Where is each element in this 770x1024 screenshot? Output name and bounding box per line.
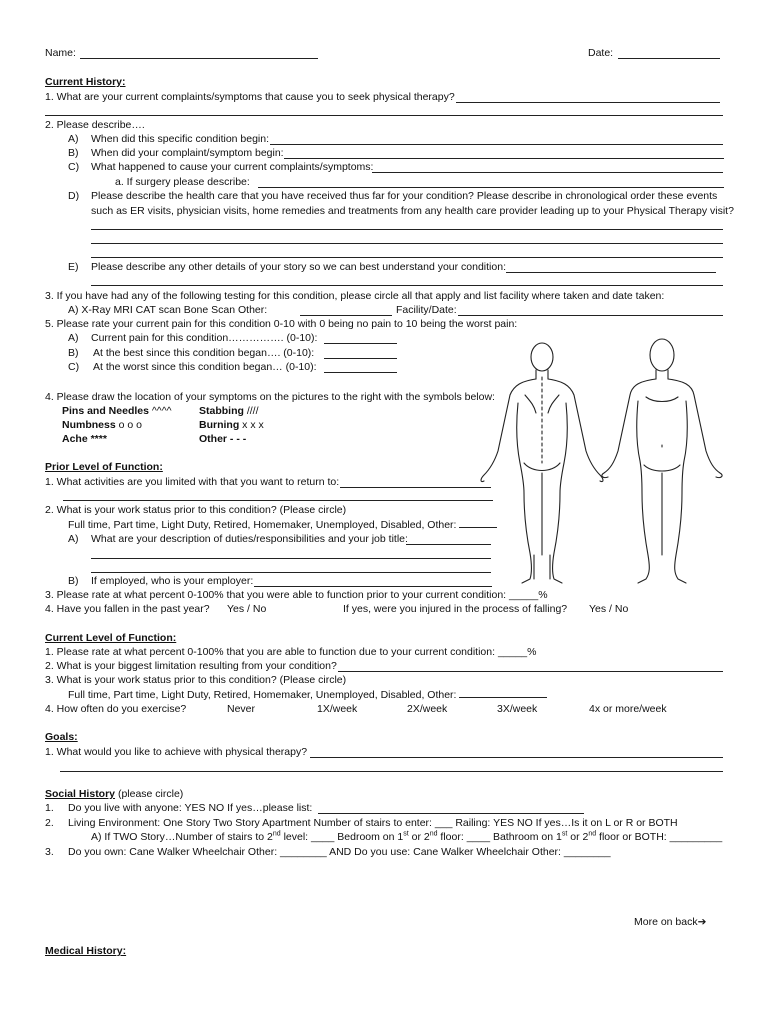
q3a-other-line[interactable] (300, 315, 392, 316)
q5b-letter: B) (68, 347, 79, 359)
exercise-3x-week[interactable]: 3X/week (497, 703, 538, 715)
prior-function-heading: Prior Level of Function: (45, 461, 163, 473)
q5c-answer-line[interactable] (324, 372, 397, 373)
q1-answer-line[interactable] (456, 102, 720, 103)
prior-q2a-letter: A) (68, 533, 79, 545)
q2d-text-1: Please describe the health care that you have received thus far for your condition? Please describe in chronological order these events (91, 190, 718, 202)
q2b-text: When did your complaint/symptom begin: (91, 147, 284, 159)
q2a-letter: A) (68, 133, 79, 145)
current-history-q4: 4. Please draw the location of your symptoms on the pictures to the right with the symbols below: (45, 391, 495, 403)
social-q2: Living Environment: One Story Two Story Apartment Number of stairs to enter: ___ Railing: YES NO If yes…Is it on L or R or BOTH (68, 817, 678, 829)
current-function-heading: Current Level of Function: (45, 632, 177, 644)
symbol-ache: Ache **** (62, 433, 107, 445)
symbol-stabbing: Stabbing //// (199, 405, 259, 417)
current-history-q1: 1. What are your current complaints/symptoms that cause you to seek physical therapy? (45, 91, 455, 103)
prior-function-q4: 4. Have you fallen in the past year? (45, 603, 210, 615)
q3a-facility-label: Facility/Date: (396, 304, 457, 316)
current-history-q3: 3. If you have had any of the following testing for this condition, please circle all that apply and list facility where taken and date taken: (45, 290, 665, 302)
q2d-text-2: such as ER visits, physician visits, home remedies and treatments from any health care provider leading up to your Physical Therapy visit? (91, 205, 734, 217)
q3a-facility-line[interactable] (458, 315, 723, 316)
current-function-q2: 2. What is your biggest limitation resulting from your condition? (45, 660, 337, 672)
q5a-text: Current pain for this condition……………. (0-10): (91, 332, 318, 344)
current-history-q2: 2. Please describe…. (45, 119, 145, 131)
q2d-answer-line-1[interactable] (91, 229, 723, 230)
q2c-answer-line[interactable] (372, 172, 723, 173)
q2d-letter: D) (68, 190, 80, 202)
q2d-answer-line-3[interactable] (91, 257, 723, 258)
prior-function-q3: 3. Please rate at what percent 0-100% that you were able to function prior to your current condition: _____% (45, 589, 548, 601)
q2e-letter: E) (68, 261, 79, 273)
q2d-answer-line-2[interactable] (91, 243, 723, 244)
social-q2-num: 2. (45, 817, 54, 829)
prior-q4-followup-yes-no[interactable]: Yes / No (589, 603, 629, 615)
goals-answer-line-2[interactable] (60, 771, 723, 772)
q2c-letter: C) (68, 161, 80, 173)
prior-q1-answer-line[interactable] (340, 487, 491, 488)
prior-q2a-answer-line-2[interactable] (91, 558, 491, 559)
prior-q2b-answer-line[interactable] (254, 586, 492, 587)
prior-q2-options: Full time, Part time, Light Duty, Retired, Homemaker, Unemployed, Disabled, Other: (68, 518, 497, 532)
social-q3: Do you own: Cane Walker Wheelchair Other: ________ AND Do you use: Cane Walker Wheelchair Other: ________ (68, 846, 611, 858)
q2c-a-text: a. If surgery please describe: (115, 176, 250, 188)
q5b-text: At the best since this condition began…. (0-10): (93, 347, 315, 359)
symbol-burning: Burning x x x (199, 419, 264, 431)
q2a-text: When did this specific condition begin: (91, 133, 270, 145)
symbol-numbness: Numbness o o o (62, 419, 142, 431)
goals-q1: 1. What would you like to achieve with physical therapy? (45, 746, 308, 758)
social-q2a: A) If TWO Story…Number of stairs to 2nd level: ____ Bedroom on 1st or 2nd floor: ____ Bathroom on 1st or 2nd floor or BOTH: _________ (91, 830, 723, 843)
current-function-q3: 3. What is your work status prior to this condition? (Please circle) (45, 674, 347, 686)
goals-answer-line[interactable] (310, 757, 723, 758)
social-q1-answer-line[interactable] (318, 813, 584, 814)
prior-q1-answer-line-2[interactable] (63, 500, 493, 501)
current-history-heading: Current History: (45, 76, 126, 88)
q2b-letter: B) (68, 147, 79, 159)
q2e-answer-line-2[interactable] (91, 285, 723, 286)
exercise-never[interactable]: Never (227, 703, 256, 715)
body-back-figure (481, 343, 603, 583)
q5a-letter: A) (68, 332, 79, 344)
body-diagram[interactable] (470, 333, 740, 593)
q2b-answer-line[interactable] (284, 158, 724, 159)
q5b-answer-line[interactable] (324, 358, 397, 359)
q2c-a-answer-line[interactable] (258, 187, 724, 188)
symbol-pins: Pins and Needles ^^^^ (62, 405, 172, 417)
current-q3-options: Full time, Part time, Light Duty, Retired, Homemaker, Unemployed, Disabled, Other: (68, 688, 547, 702)
symbol-other: Other - - - (199, 433, 247, 445)
prior-q4-followup: If yes, were you injured in the process of falling? (343, 603, 568, 615)
prior-q4-yes-no[interactable]: Yes / No (227, 603, 267, 615)
name-field[interactable] (80, 58, 318, 59)
q2c-text: What happened to cause your current complaints/symptoms: (91, 161, 374, 173)
exercise-2x-week[interactable]: 2X/week (407, 703, 448, 715)
more-on-back: More on back➔ (634, 916, 707, 928)
q1-answer-line-2[interactable] (45, 115, 723, 116)
social-q1-num: 1. (45, 802, 54, 814)
prior-q2b-text: If employed, who is your employer: (91, 575, 254, 587)
body-front-figure (602, 339, 722, 583)
exercise-4x-week[interactable]: 4x or more/week (589, 703, 667, 715)
q2e-answer-line[interactable] (506, 272, 716, 273)
current-history-q5: 5. Please rate your current pain for this condition 0-10 with 0 being no pain to 10 being the worst pain: (45, 318, 518, 330)
social-q3-num: 3. (45, 846, 54, 858)
q5a-answer-line[interactable] (324, 343, 397, 344)
current-function-q4: 4. How often do you exercise? (45, 703, 187, 715)
current-q2-answer-line[interactable] (338, 671, 723, 672)
social-history-heading: Social History (please circle) (45, 788, 184, 800)
goals-heading: Goals: (45, 731, 78, 743)
current-function-q1: 1. Please rate at what percent 0-100% that you are able to function due to your current condition: _____% (45, 646, 537, 658)
name-label: Name: (45, 47, 76, 59)
prior-q2a-text: What are your description of duties/responsibilities and your job title: (91, 533, 408, 545)
date-field[interactable] (618, 58, 720, 59)
social-q1: Do you live with anyone: YES NO If yes…please list: (68, 802, 313, 814)
prior-q2a-answer-line-3[interactable] (91, 572, 491, 573)
exercise-1x-week[interactable]: 1X/week (317, 703, 358, 715)
q5c-text: At the worst since this condition began… (0-10): (93, 361, 317, 373)
medical-history-heading: Medical History: (45, 945, 127, 957)
q2a-answer-line[interactable] (270, 144, 723, 145)
q3a-text: A) X-Ray MRI CAT scan Bone Scan Other: (68, 304, 268, 316)
date-label: Date: (588, 47, 614, 59)
prior-q2b-letter: B) (68, 575, 79, 587)
prior-function-q2: 2. What is your work status prior to this condition? (Please circle) (45, 504, 347, 516)
prior-q2a-answer-line[interactable] (406, 544, 491, 545)
prior-function-q1: 1. What activities are you limited with that you want to return to: (45, 476, 340, 488)
q2e-text: Please describe any other details of your story so we can best understand your condition: (91, 261, 506, 273)
q5c-letter: C) (68, 361, 80, 373)
